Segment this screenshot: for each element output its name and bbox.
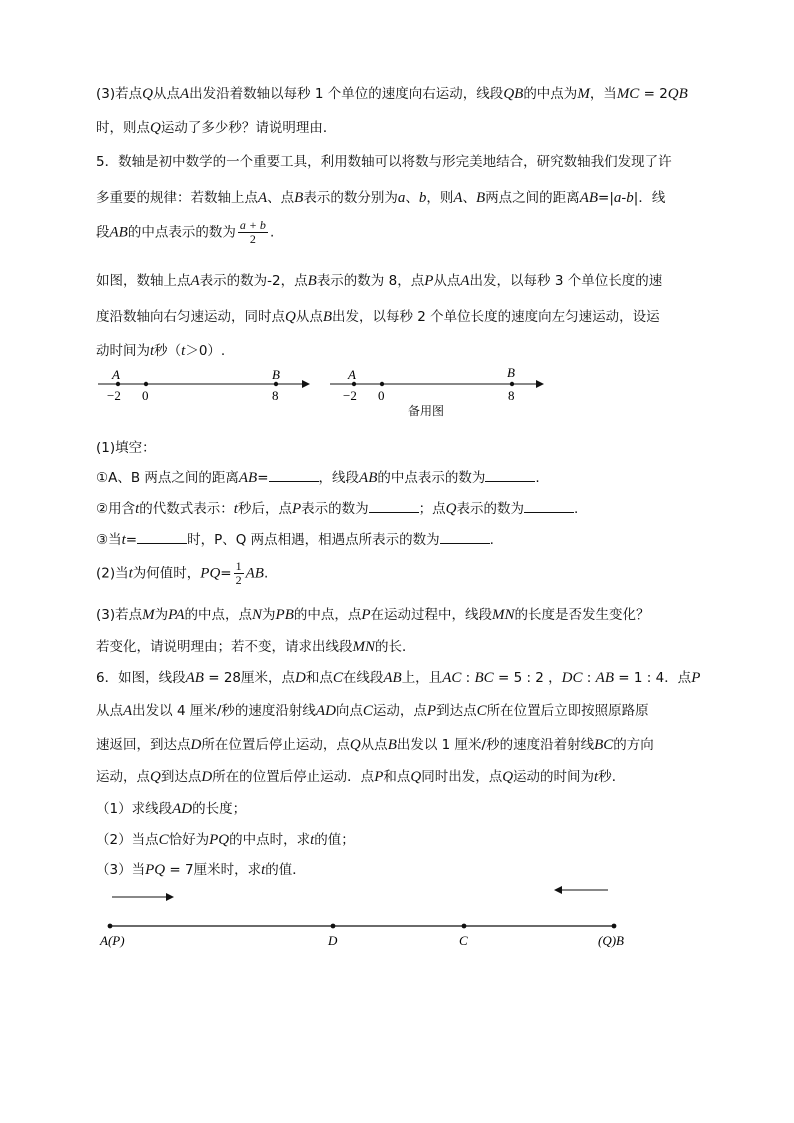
- segment-figure: [96, 880, 656, 955]
- q5-para-line3: 动时间为t秒（t＞0）.: [96, 343, 226, 359]
- spare-figure-caption: 备用图: [408, 404, 445, 418]
- q5-intro-line2: 多重要的规律：若数轴上点A、点B表示的数分别为a、b，则A、B两点之间的距离AB=|a-b|．线: [96, 190, 666, 206]
- arrow-right-icon: [112, 893, 174, 901]
- q6-line4: 运动，点Q到达点D所在的位置后停止运动．点P和点Q同时出发，点Q运动的时间为t秒．: [96, 769, 626, 785]
- label-AP: A(P): [100, 933, 125, 948]
- point-A: [108, 924, 113, 929]
- q6-line2: 从点A出发以 4 厘米/秒的速度沿射线AD向点C运动，点P到达点C所在位置后立即按照原路原: [96, 703, 649, 719]
- q5-part3-line1: (3)若点M为PA的中点，点N为PB的中点，点P在运动过程中，线段MN的长度是否发生变化？: [96, 607, 650, 623]
- point-D: [331, 924, 336, 929]
- midpoint-fraction: $\frac{a + b}{2}$: [239, 218, 266, 246]
- label-A: A: [112, 367, 120, 382]
- q6-sub3: （3）当PQ = 7厘米时，求t的值．: [96, 862, 306, 878]
- q5-fill-heading: (1)填空：: [96, 440, 156, 456]
- spare-label-B: B: [507, 365, 515, 380]
- q5-fill-2: ②用含t的代数式表示：t秒后，点P表示的数为 ；点Q表示的数为 .: [96, 501, 579, 517]
- q5-fill-3: ③当t= 时，P、Q 两点相遇，相遇点所表示的数为 .: [96, 532, 494, 548]
- q4-part3-line1: (3)若点Q从点A出发沿着数轴以每秒 1 个单位的速度向右运动，线段QB的中点为M，当MC = 2QB: [96, 86, 688, 102]
- q5-part2: (2)当t为何值时，PQ= $\frac{1}{2}$ AB.: [96, 559, 269, 587]
- tick-minus2: −2: [107, 388, 121, 403]
- q4-part3-line2: 时，则点Q运动了多少秒？请说明理由．: [96, 120, 337, 136]
- label-B: B: [272, 367, 280, 382]
- spare-tick-minus2: −2: [343, 388, 357, 403]
- q5-intro-line1: 5．数轴是初中数学的一个重要工具，利用数轴可以将数与形完美地结合，研究数轴我们发现了许: [96, 154, 672, 170]
- q5-para-line1: 如图，数轴上点A表示的数为-2，点B表示的数为 8，点P从点A出发，以每秒 3 个单位长度的速: [96, 273, 663, 289]
- tick-0: 0: [142, 388, 149, 403]
- tick-8: 8: [272, 388, 279, 403]
- q6-line3: 速返回，到达点D所在位置后停止运动，点Q从点B出发以 1 厘米/秒的速度沿着射线BC的方向: [96, 737, 654, 753]
- q6-sub1: （1）求线段AD的长度；: [96, 801, 247, 817]
- spare-tick-0: 0: [378, 388, 385, 403]
- q5-part3-line2: 若变化，请说明理由；若不变，请求出线段MN的长．: [96, 639, 416, 655]
- point-B: [612, 924, 617, 929]
- point-C: [462, 924, 467, 929]
- label-QB: (Q)B: [598, 933, 624, 948]
- q6-sub2: （2）当点C恰好为PQ的中点时，求t的值；: [96, 832, 355, 848]
- spare-label-A: A: [348, 367, 356, 382]
- spare-tick-8: 8: [508, 388, 515, 403]
- number-line-spare: [330, 365, 544, 403]
- q6-line1: 6．如图，线段AB = 28厘米，点D和点C在线段AB上，且AC : BC = 5 : 2 ，DC : AB = 1 : 4．点P: [96, 670, 701, 686]
- q5-intro-line3: 段AB的中点表示的数为 $\frac{a + b}{2}$ .: [96, 218, 275, 246]
- label-D: D: [328, 933, 338, 948]
- label-C: C: [459, 933, 468, 948]
- number-line-main: [98, 367, 310, 403]
- half-fraction: $\frac{1}{2}$: [235, 559, 242, 587]
- q5-para-line2: 度沿数轴向右匀速运动，同时点Q从点B出发，以每秒 2 个单位长度的速度向左匀速运动，设运: [96, 309, 660, 325]
- arrow-left-icon: [554, 886, 608, 894]
- number-line-figure: [90, 362, 560, 422]
- q5-fill-1: ①A、B 两点之间的距离AB= ，线段AB的中点表示的数为 .: [96, 470, 540, 486]
